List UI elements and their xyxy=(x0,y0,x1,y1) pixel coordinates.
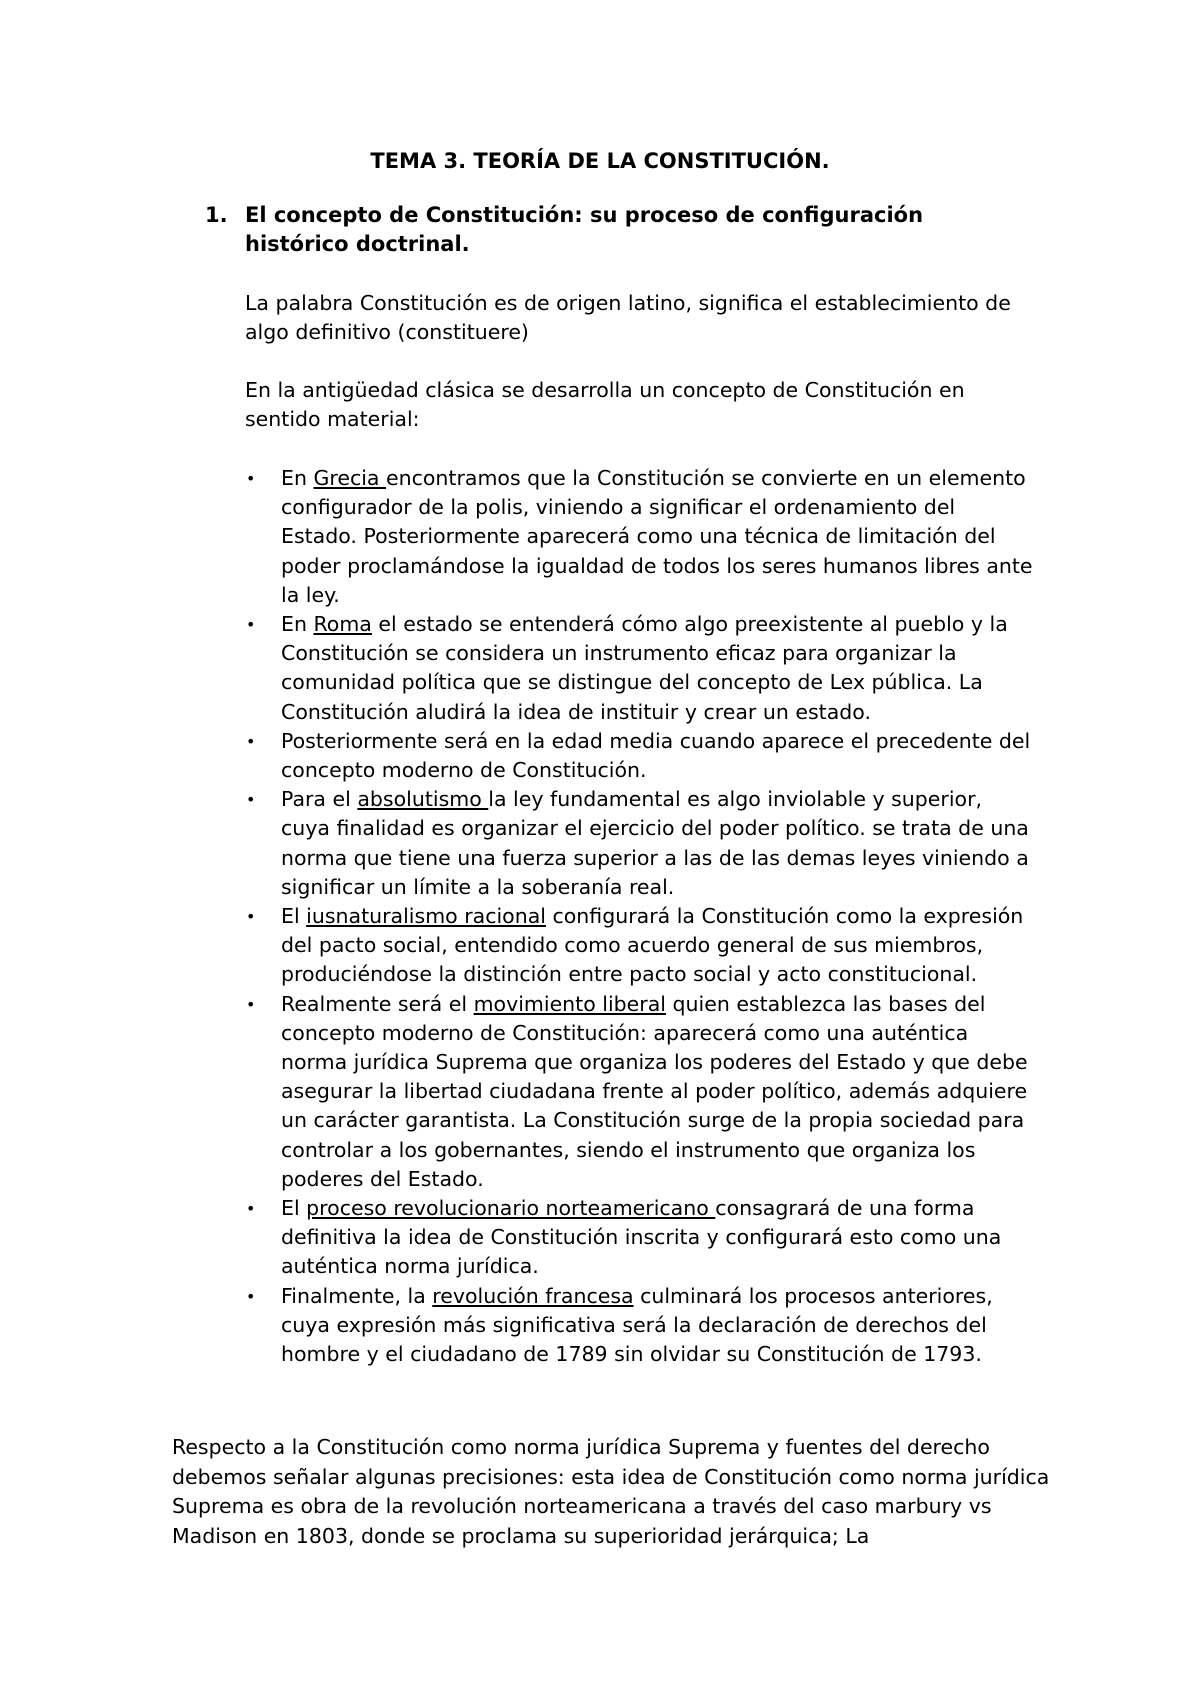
list-item xyxy=(245,1282,1035,1370)
bullet-icon: • xyxy=(246,994,256,1014)
intro-paragraph: En la antigüedad clásica se desarrolla un concepto de Constitución en sentido material: xyxy=(245,378,965,431)
list-item xyxy=(245,1194,1035,1282)
bullet-text: la ley fundamental es algo inviolable y superior, cuya finalidad es organizar el ejercicio del poder político. se trata de una norma que tiene una fuerza superior a las de las demas leyes viniendo a significar un límite a la soberanía real. xyxy=(281,787,1029,899)
bullet-text: Posteriormente será en la edad media cuando aparece el precedente del concepto moderno de Constitución. xyxy=(281,728,1031,783)
bullet-text: Finalmente, la xyxy=(281,1283,433,1308)
bullet-text: configurará la Constitución como la expresión del pacto social, entendido como acuerdo general de sus miembros, produciéndose la distinción entre pacto social y acto constitucional. xyxy=(281,904,1024,987)
list-item xyxy=(245,785,1035,902)
list-item xyxy=(245,727,1035,785)
closing-paragraph: Respecto a la Constitución como norma jurídica Suprema y fuentes del derecho debemos señalar algunas precisiones: esta idea de Constitución como norma jurídica Suprema es obra de la revolución norteamericana a través del caso marbury vs Madison en 1803, donde se proclama su superioridad jerárquica; La xyxy=(172,1435,1050,1548)
bullet-text: culminará los procesos anteriores, cuya expresión más significativa será la declaración de derechos del hombre y el ciudadano de 1789 sin olvidar su Constitución de 1793. xyxy=(281,1283,993,1367)
bullet-text: el estado se entenderá cómo algo preexistente al pueblo y la Constitución se considera un instrumento eficaz para organizar la comunidad política que se distingue del concepto de Lex pública. La Constitución aludirá la idea de instituir y crear un estado. xyxy=(281,612,1008,724)
bullet-text: En xyxy=(281,466,314,490)
underlined-term: Roma xyxy=(313,612,372,637)
underlined-term: iusnaturalismo racional xyxy=(306,904,546,929)
list-item xyxy=(245,990,1035,1194)
underlined-term: movimiento liberal xyxy=(473,991,666,1016)
bullet-text: El xyxy=(281,1196,307,1221)
underlined-term: Grecia xyxy=(313,466,386,490)
bullet-icon: • xyxy=(246,1199,256,1219)
section-heading-text: El concepto de Constitución: su proceso de configuración histórico doctrinal. xyxy=(245,203,924,256)
underlined-term: revolución francesa xyxy=(432,1283,634,1308)
bullet-text: El xyxy=(281,904,307,929)
bullet-text: consagrará de una forma definitiva la idea de Constitución inscrita y configurará esto como una auténtica norma jurídica. xyxy=(281,1196,1002,1279)
bullet-icon: • xyxy=(246,469,256,488)
bullet-icon: • xyxy=(246,790,256,810)
bullet-text: encontramos que la Constitución se convierte en un elemento configurador de la polis, viniendo a significar el ordenamiento del Estado. Posteriormente aparecerá como una técnica de limitación del poder proclamándose la igualdad de todos los seres humanos libres ante la ley. xyxy=(281,466,1033,607)
bullet-list xyxy=(245,464,1035,1369)
bullet-text: Para el xyxy=(281,787,358,812)
bullet-text: En xyxy=(281,612,314,637)
bullet-text: Realmente será el xyxy=(281,991,474,1016)
page-title: TEMA 3. TEORÍA DE LA CONSTITUCIÓN. xyxy=(370,149,830,173)
bullet-text: quien establezca las bases del concepto moderno de Constitución: aparecerá como una auténtica norma jurídica Suprema que organiza los poderes del Estado y que debe asegurar la libertad ciudadana frente al poder político, además adquiere un carácter garantista. La Constitución surge de la propia sociedad para controlar a los gobernantes, siendo el instrumento que organiza los poderes del Estado. xyxy=(281,991,1028,1191)
bullet-icon: • xyxy=(246,1286,256,1306)
underlined-term: absolutismo xyxy=(357,787,489,812)
section-number: 1. xyxy=(205,203,228,227)
bullet-icon: • xyxy=(246,907,256,927)
list-item xyxy=(245,902,1035,990)
underlined-term: proceso revolucionario norteamericano xyxy=(306,1196,716,1221)
section-heading xyxy=(205,201,985,259)
bullet-icon: • xyxy=(246,731,256,751)
intro-paragraph: La palabra Constitución es de origen latino, significa el establecimiento de algo definitivo (constituere) xyxy=(245,291,1011,344)
list-item xyxy=(245,464,1035,610)
list-item xyxy=(245,610,1035,727)
bullet-icon: • xyxy=(246,615,256,635)
